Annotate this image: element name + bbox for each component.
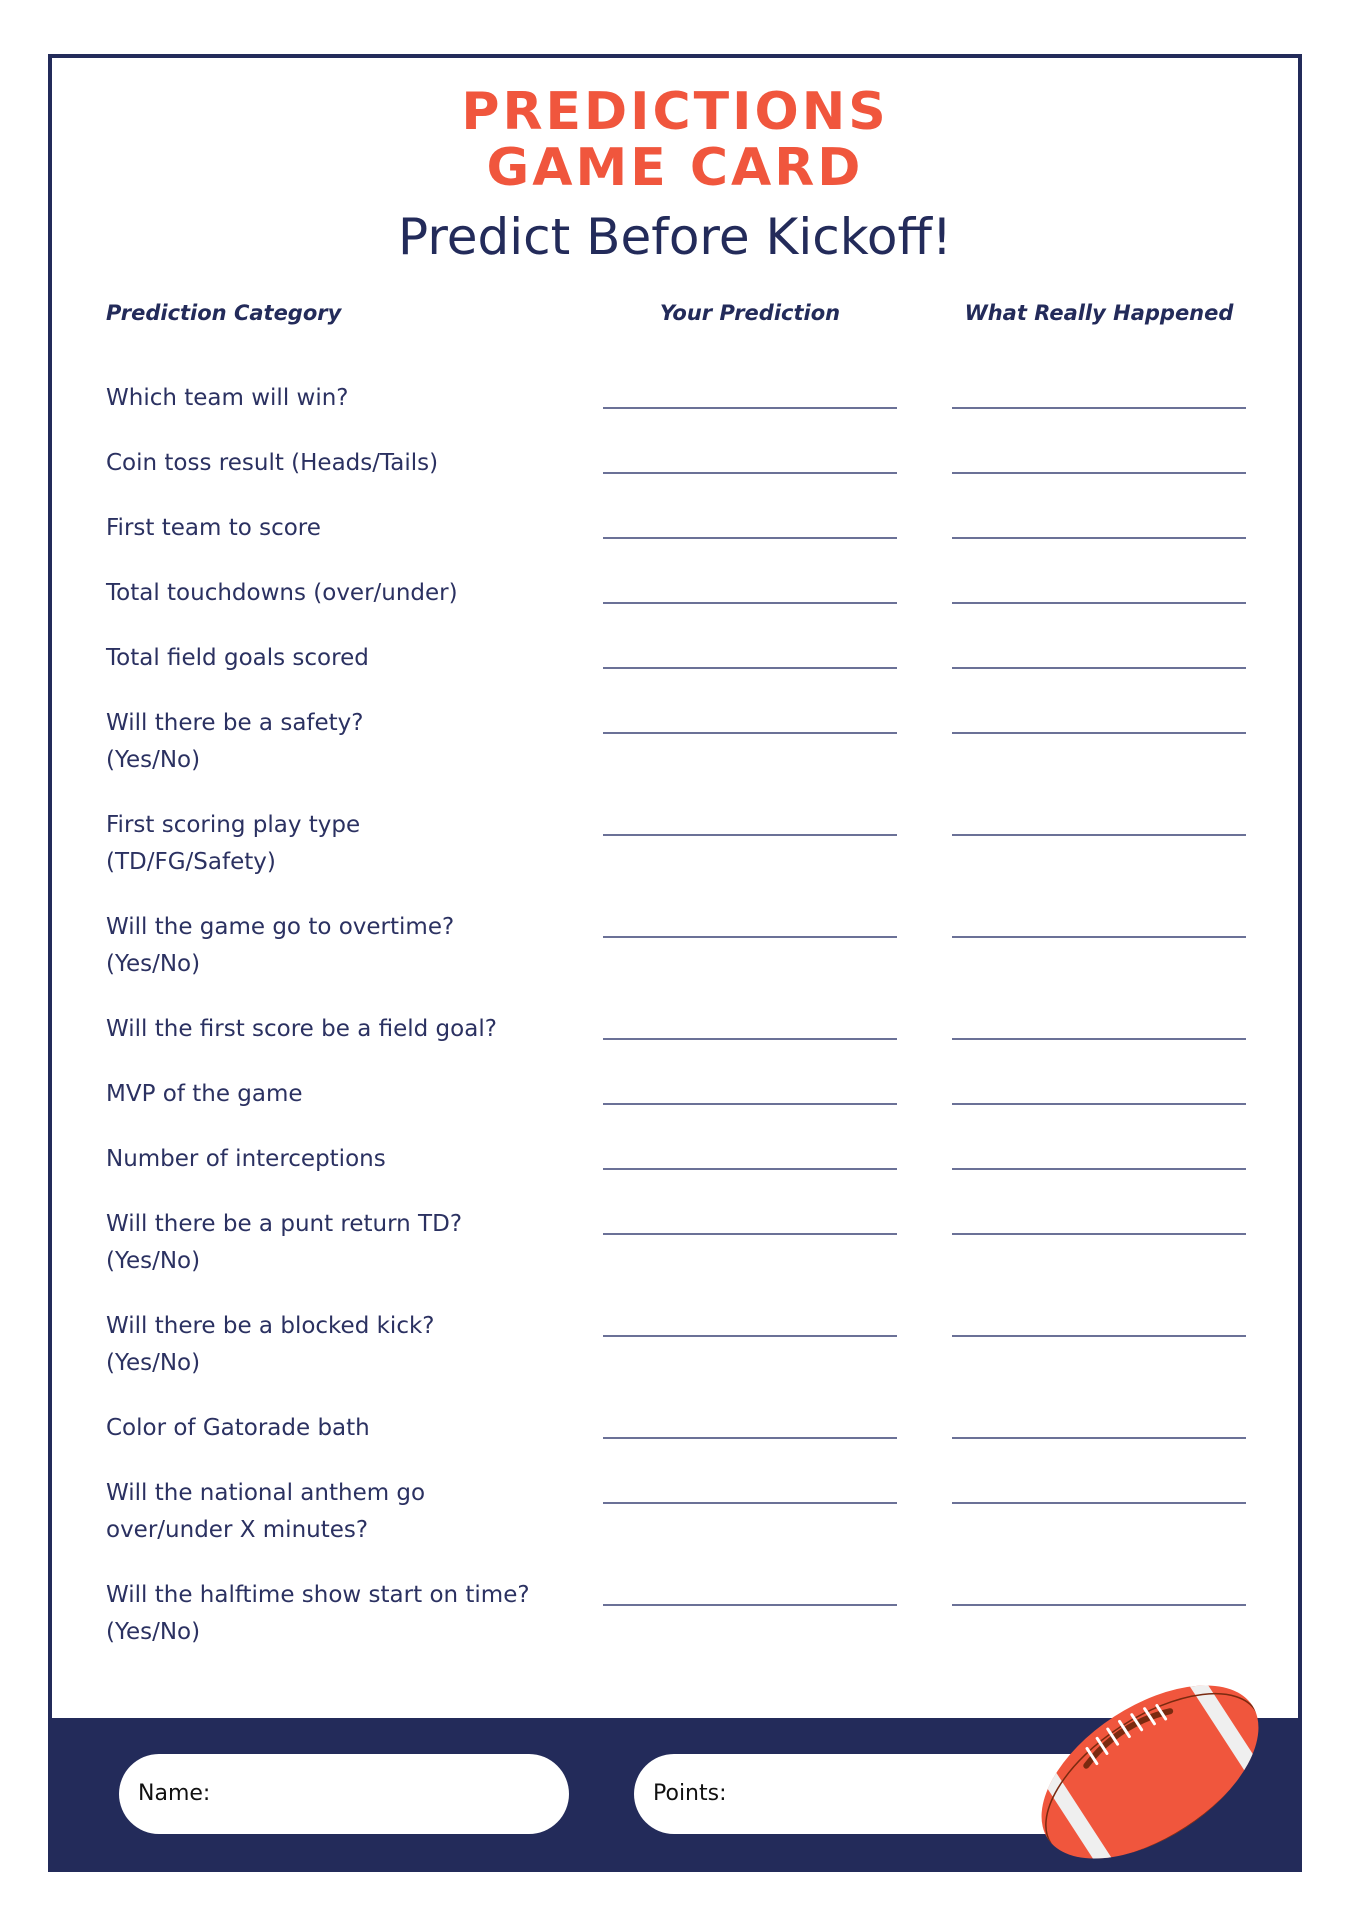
row-label: Which team will win? (106, 385, 349, 411)
row-label: First team to score (106, 515, 321, 541)
what-happened-field[interactable] (952, 602, 1246, 604)
what-happened-field[interactable] (952, 1103, 1246, 1105)
your-prediction-field[interactable] (603, 472, 897, 474)
your-prediction-field[interactable] (603, 1168, 897, 1170)
row-label: Will the first score be a field goal? (106, 1016, 497, 1042)
what-happened-field[interactable] (952, 407, 1246, 409)
name-label: Name: (138, 1781, 211, 1806)
column-header-category: Prediction Category (106, 301, 342, 325)
what-happened-field[interactable] (952, 472, 1246, 474)
your-prediction-field[interactable] (603, 834, 897, 836)
title-line-2: GAME CARD (486, 138, 864, 198)
your-prediction-field[interactable] (603, 936, 897, 938)
row-label: Will there be a safety? (Yes/No) (106, 710, 364, 773)
subtitle: Predict Before Kickoff! (398, 208, 952, 266)
your-prediction-field[interactable] (603, 407, 897, 409)
what-happened-field[interactable] (952, 1335, 1246, 1337)
column-header-your-prediction: Your Prediction (659, 301, 841, 325)
what-happened-field[interactable] (952, 936, 1246, 938)
row-label: Will the game go to overtime? (Yes/No) (106, 914, 455, 977)
row-label: Will there be a punt return TD? (Yes/No) (106, 1211, 463, 1274)
your-prediction-field[interactable] (603, 1604, 897, 1606)
row-label: Total field goals scored (106, 645, 369, 671)
what-happened-field[interactable] (952, 667, 1246, 669)
what-happened-field[interactable] (952, 537, 1246, 539)
row-label: Number of interceptions (106, 1146, 386, 1172)
row-label: Total touchdowns (over/under) (106, 580, 458, 606)
row-label: Will the halftime show start on time? (Yes/No) (106, 1582, 530, 1645)
row-label: Color of Gatorade bath (106, 1415, 370, 1441)
your-prediction-field[interactable] (603, 1103, 897, 1105)
your-prediction-field[interactable] (603, 1233, 897, 1235)
row-label: Coin toss result (Heads/Tails) (106, 450, 439, 476)
your-prediction-field[interactable] (603, 602, 897, 604)
what-happened-field[interactable] (952, 732, 1246, 734)
your-prediction-field[interactable] (603, 1502, 897, 1504)
column-header-what-happened: What Really Happened (964, 301, 1234, 325)
title-line-1: PREDICTIONS (461, 82, 889, 142)
what-happened-field[interactable] (952, 834, 1246, 836)
name-field[interactable] (119, 1754, 569, 1834)
what-happened-field[interactable] (952, 1604, 1246, 1606)
row-label: Will the national anthem go over/under X minutes? (106, 1480, 426, 1543)
points-label: Points: (653, 1781, 727, 1806)
your-prediction-field[interactable] (603, 732, 897, 734)
row-label: Will there be a blocked kick? (Yes/No) (106, 1313, 435, 1376)
what-happened-field[interactable] (952, 1038, 1246, 1040)
your-prediction-field[interactable] (603, 667, 897, 669)
your-prediction-field[interactable] (603, 537, 897, 539)
your-prediction-field[interactable] (603, 1335, 897, 1337)
row-label: MVP of the game (106, 1081, 303, 1107)
what-happened-field[interactable] (952, 1233, 1246, 1235)
football-icon (1030, 1680, 1270, 1860)
what-happened-field[interactable] (952, 1437, 1246, 1439)
row-label: First scoring play type (TD/FG/Safety) (106, 812, 361, 875)
your-prediction-field[interactable] (603, 1038, 897, 1040)
what-happened-field[interactable] (952, 1168, 1246, 1170)
what-happened-field[interactable] (952, 1502, 1246, 1504)
your-prediction-field[interactable] (603, 1437, 897, 1439)
